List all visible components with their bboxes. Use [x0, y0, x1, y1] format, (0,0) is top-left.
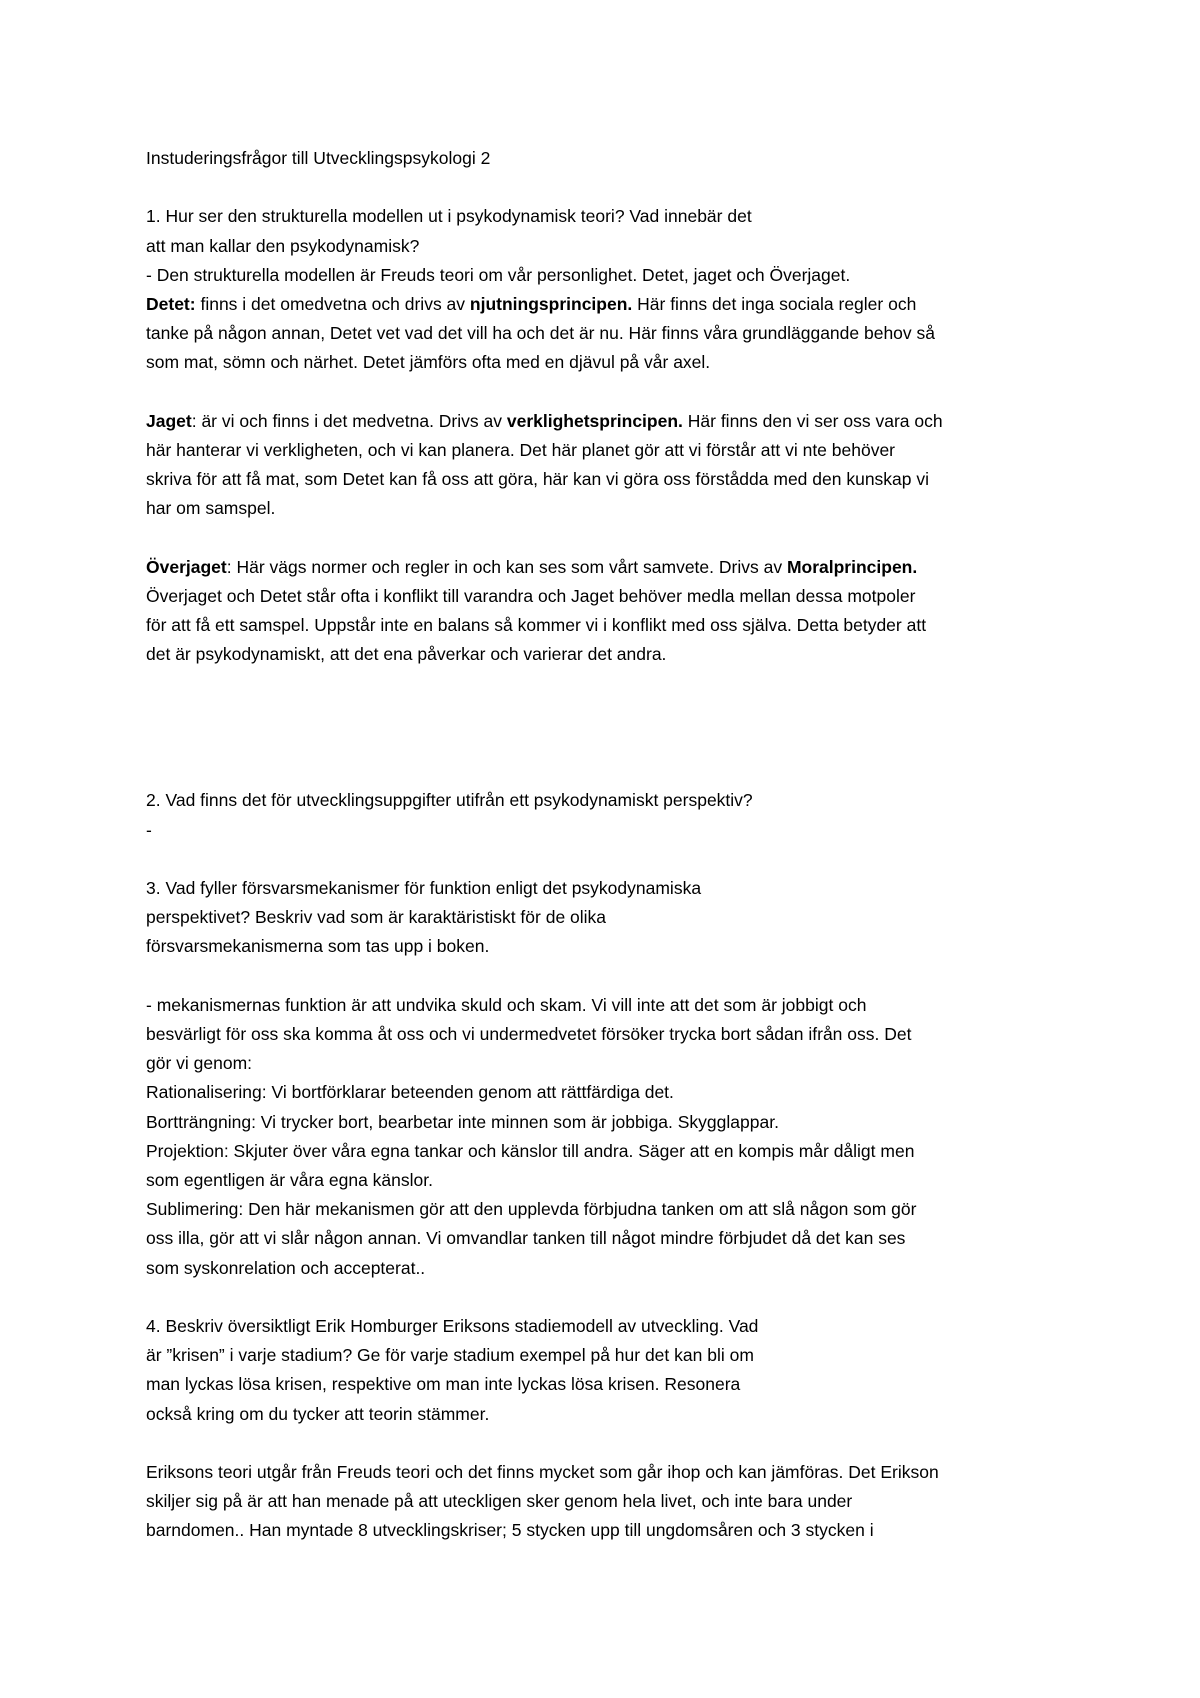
q3-question-line-1: 3. Vad fyller försvarsmekanismer för funktion enligt det psykodynamiska [146, 878, 702, 898]
q1-jaget-line-4: har om samspel. [146, 498, 276, 519]
jaget-principle: verklighetsprincipen. [506, 410, 683, 431]
q1-detet-line-2: tanke på någon annan, Detet vet vad det vill ha och det är nu. Här finns våra grundläggande behov så [146, 323, 936, 344]
q4-question-line-1: 4. Beskriv översiktligt Erik Homburger Eriksons stadiemodell av utveckling. Vad [146, 1316, 759, 1337]
q1-jaget-line-1: Jaget: är vi och finns i det medvetna. Drivs av verklighetsprincipen. Här finns den vi ser oss vara och [146, 410, 943, 431]
q1-overjaget-line-2: Överjaget och Detet står ofta i konflikt till varandra och Jaget behöver medla mellan dessa motpoler [146, 586, 916, 606]
q4-question-line-4: också kring om du tycker att teorin stämmer. [146, 1403, 490, 1424]
q4-answer-line-2: skiljer sig på är att han menade på att uteckligen sker genom hela livet, och inte bara under [146, 1491, 853, 1512]
detet-term: Detet: [146, 294, 196, 314]
q2-answer: - [146, 819, 152, 840]
q1-detet-line-1: Detet: finns i det omedvetna och drivs av njutningsprincipen. Här finns det inga sociala regler och [146, 294, 917, 314]
q1-jaget-line-3: skriva för att få mat, som Detet kan få oss att göra, här kan vi göra oss förstådda med den kunskap vi [146, 469, 930, 490]
q1-intro: - Den strukturella modellen är Freuds teori om vår personlighet. Detet, jaget och Överjaget. [146, 264, 851, 285]
q3-question-line-3: försvarsmekanismerna som tas upp i boken. [146, 936, 490, 957]
jaget-term: Jaget [146, 410, 192, 431]
q4-answer-line-3: barndomen.. Han myntade 8 utvecklingskriser; 5 stycken upp till ungdomsåren och 3 stycken i [146, 1520, 874, 1541]
q3-question-line-2: perspektivet? Beskriv vad som är karaktäristiskt för de olika [146, 907, 607, 928]
detet-principle: njutningsprincipen. [469, 294, 633, 314]
document-title: Instuderingsfrågor till Utvecklingspsykologi 2 [146, 148, 491, 168]
q3-sublimering-line-3: som syskonrelation och accepterat.. [146, 1257, 426, 1278]
q2-question: 2. Vad finns det för utvecklingsuppgifter utifrån ett psykodynamiskt perspektiv? [146, 790, 753, 811]
q3-projektion-line-2: som egentligen är våra egna känslor. [146, 1170, 433, 1191]
q4-answer-line-1: Eriksons teori utgår från Freuds teori och det finns mycket som går ihop och kan jämföras. Det Erikson [146, 1462, 939, 1483]
q1-overjaget-line-4: det är psykodynamiskt, att det ena påverkar och varierar det andra. [146, 644, 667, 665]
q1-overjaget-line-3: för att få ett samspel. Uppstår inte en balans så kommer vi i konflikt med oss själva. Detta betyder att [146, 615, 927, 636]
document-body [146, 144, 1076, 1546]
q3-answer-line-2: besvärligt för oss ska komma åt oss och vi undermedvetet försöker trycka bort sådan ifrån oss. Det [146, 1024, 912, 1044]
q4-question-line-2: är ”krisen” i varje stadium? Ge för varje stadium exempel på hur det kan bli om [146, 1345, 754, 1366]
q3-answer-line-3: gör vi genom: [146, 1053, 253, 1074]
q4-question-line-3: man lyckas lösa krisen, respektive om man inte lyckas lösa krisen. Resonera [146, 1374, 741, 1395]
q1-jaget-line-2: här hanterar vi verkligheten, och vi kan planera. Det här planet gör att vi förstår att vi nte behöver [146, 440, 896, 460]
q1-question-line-1: 1. Hur ser den strukturella modellen ut i psykodynamisk teori? Vad innebär det [146, 206, 752, 227]
overjaget-principle: Moralprincipen. [786, 556, 918, 577]
q3-answer-line-1: - mekanismernas funktion är att undvika skuld och skam. Vi vill inte att det som är jobbigt och [146, 994, 867, 1015]
q1-question-line-2: att man kallar den psykodynamisk? [146, 235, 420, 256]
q1-detet-line-3: som mat, sömn och närhet. Detet jämförs ofta med en djävul på vår axel. [146, 352, 711, 373]
q3-sublimering-line-1: Sublimering: Den här mekanismen gör att den upplevda förbjudna tanken om att slå någon som gör [146, 1199, 917, 1220]
overjaget-term: Överjaget [146, 556, 227, 577]
q3-rationalisering: Rationalisering: Vi bortförklarar beteenden genom att rättfärdiga det. [146, 1082, 674, 1103]
q1-overjaget-line-1: Överjaget: Här vägs normer och regler in och kan ses som vårt samvete. Drivs av Moralprincipen. [146, 556, 918, 577]
q3-sublimering-line-2: oss illa, gör att vi slår någon annan. Vi omvandlar tanken till något mindre förbjudet då det kan ses [146, 1228, 906, 1249]
q3-borttrangning: Bortträngning: Vi trycker bort, bearbetar inte minnen som är jobbiga. Skygglappar. [146, 1111, 779, 1132]
q3-projektion-line-1: Projektion: Skjuter över våra egna tankar och känslor till andra. Säger att en kompis mår dåligt men [146, 1140, 915, 1161]
